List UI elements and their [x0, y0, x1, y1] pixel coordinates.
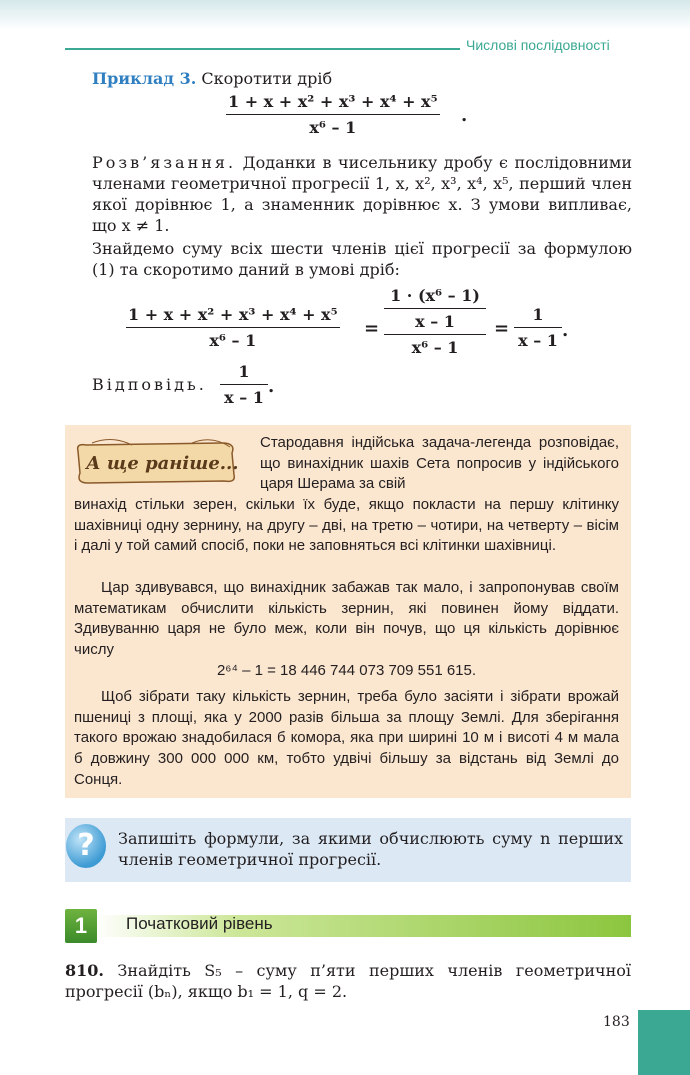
example-fraction [226, 92, 440, 137]
running-header: Числові послідовності [466, 37, 610, 53]
example-fraction-numerator: 1 + x + x² + x³ + x⁴ + x⁵ [226, 92, 440, 115]
page-top-gradient [0, 0, 690, 30]
equation-right-numerator: 1 [514, 305, 562, 328]
page-corner-tab [638, 1010, 690, 1075]
example-heading [92, 68, 632, 89]
equation-period: . [562, 320, 569, 341]
level-title: Початковий рівень [126, 914, 273, 933]
header-rule [65, 48, 460, 50]
solution-text-1: Доданки в чисельнику дробу є послідовними членами геометричної прогресії 1, x, x², x³, x⁴, x⁵, перший член якої дорівнює 1, а знаменник дорівнює x. З умови випливає, що x ≠ 1. [92, 153, 632, 235]
exercise-text: Знайдіть S₅ – суму п’яти перших членів геометричної прогресії (bₙ), якщо b₁ = 1, q = 2. [65, 961, 631, 1001]
answer-label-text: Відповідь. [92, 375, 207, 394]
inner-fraction-denominator: x – 1 [384, 309, 486, 335]
solution-label: Розв’язання. [92, 153, 237, 172]
level-badge: 1 [65, 909, 97, 943]
answer-fraction [220, 362, 268, 407]
history-paragraph-3: Щоб зібрати таку кількість зернин, треба було засіяти і зібрати врожай пшениці з площі, яка у 2000 разів більша за площу Землі. Для зберігання такого врожаю знадобилася б комора, яка при ширині 10 м і висоті 4 м мала б довжину 300 000 000 км, тобто удвічі більшу за відстань від Землі до Сонця. [74, 688, 619, 788]
history-paragraph-2: Цар здивувався, що винахідник забажав так мало, і запропонував своїм математикам обчислити кількість зернин, які повинен йому віддати. Здивуванню царя не було меж, коли він почув, що ця кількість дорівнює числу [74, 579, 619, 659]
answer-denominator: x – 1 [224, 388, 264, 407]
example-fraction-denominator: x⁶ – 1 [309, 118, 357, 137]
history-banner-text: А ще раніше... [86, 453, 239, 474]
history-paragraph-1a: Стародавня індійська задача-легенда розповідає, що винахідник шахів Сета попросив у індійського царя Шерама за свій [260, 434, 619, 493]
example-task: Скоротити дріб [201, 69, 333, 88]
answer-label [92, 374, 207, 395]
exercise-810 [65, 960, 631, 1002]
answer-period: . [268, 376, 275, 397]
inner-fraction-numerator: 1 · (x⁶ – 1) [384, 286, 486, 309]
history-banner [72, 437, 240, 487]
equation-fraction-left [126, 305, 340, 350]
exercise-number: 810. [65, 961, 104, 980]
example-fraction-period: . [461, 105, 468, 126]
example-label: Приклад 3. [92, 69, 197, 88]
solution-paragraph-2: Знайдемо суму всіх шести членів цієї прогресії за формулою (1) та скоротимо даний в умові дріб: [92, 239, 632, 279]
history-paragraph-1b: винахід стільки зерен, скільки їх буде, якщо покласти на першу клітинку шахівниці одну зернину, на другу – дві, на третю – чотири, на четверту – вісім і далі у той самий спосіб, поки не заповняться всі клітинки шахівниці. [74, 496, 619, 555]
equals-sign-1: = [364, 318, 380, 339]
equation-left-denominator: x⁶ – 1 [209, 331, 257, 350]
equation-fraction-middle [384, 286, 486, 357]
equation-fraction-right [514, 305, 562, 350]
solution-paragraph-1 [92, 152, 632, 236]
equation-middle-numerator [384, 286, 486, 335]
equation-middle-denominator: x⁶ – 1 [411, 338, 459, 357]
answer-numerator: 1 [220, 362, 268, 385]
equation-left-numerator: 1 + x + x² + x³ + x⁴ + x⁵ [126, 305, 340, 328]
question-mark-icon: ? [66, 824, 106, 868]
page-number: 183 [603, 1014, 630, 1030]
equation-right-denominator: x – 1 [518, 331, 558, 350]
history-formula: 2⁶⁴ – 1 = 18 446 744 073 709 551 615. [216, 662, 477, 679]
equals-sign-2: = [494, 318, 510, 339]
question-text: Запишіть формули, за якими обчислюють суму n перших членів геометричної прогресії. [118, 829, 623, 869]
